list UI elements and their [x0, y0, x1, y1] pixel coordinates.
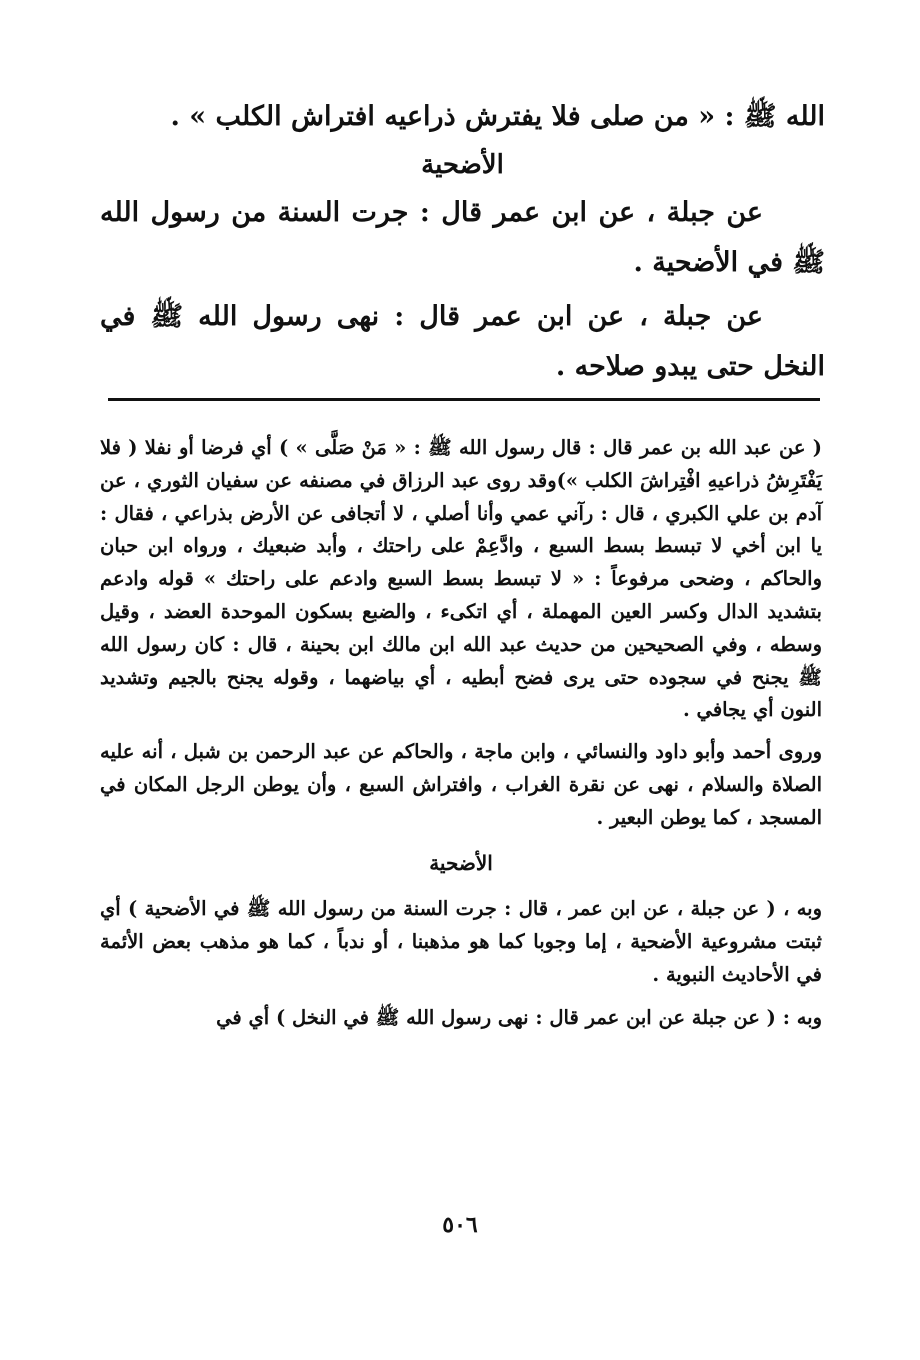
commentary-paragraph-3: وبه ، ( عن جبلة ، عن ابن عمر ، قال : جرت السنة من رسول الله ﷺ في الأضحية ) أي ثبتت مشروعية الأضحية ، إما وجوبا كما هو مذهبنا ، أو ندباً ، كما هو مذهب بعض الأئمة في الأحاديث النبوية . [100, 897, 822, 986]
hadith-sacrifice: عن جبلة ، عن ابن عمر قال : جرت السنة من رسول الله ﷺ في الأضحية . [100, 197, 825, 278]
page-number: ٥٠٦ [442, 1212, 478, 1238]
main-text-line-top: الله ﷺ : « من صلى فلا يفترش ذراعيه افتراش الكلب » . [170, 101, 825, 132]
commentary-paragraph-2: وروى أحمد وأبو داود والنسائي ، وابن ماجة ، والحاكم عن عبد الرحمن بن شبل ، أنه عليه الصلاة والسلام ، نهى عن نقرة الغراب ، وافتراش السبع ، وأن يوطن الرجل المكان في المسجد ، كما يوطن البعير . [100, 740, 822, 829]
main-text [100, 92, 825, 392]
commentary-text [100, 432, 822, 1044]
commentary-paragraph-1: ( عن عبد الله بن عمر قال : قال رسول الله ﷺ : « مَنْ صَلَّى » ) أي فرضا أو نفلا ( فلا يَفْتَرِشُ ذراعيهِ افْتِراشَ الكلب »)وقد روى عبد الرزاق في مصنفه عن سفيان الثوري ، عن آدم بن علي الكبري ، قال : رآني عمي وأنا أصلي ، لا أتجافى عن الأرض بذراعي ، فقال : يا ابن أخي لا تبسط بسط السبع ، وادَّعِمْ على راحتك ، وأبد ضبعيك ، ورواه ابن حبان والحاكم ، وضحى مرفوعاً : « لا تبسط بسط السبع وادعم على راحتك » قوله وادعم بتشديد الدال وكسر العين المهملة ، أي اتكىء ، والضبع بسكون الموحدة العضد ، وقيل وسطه ، وفي الصحيحين من حديث عبد الله ابن مالك ابن بحينة ، قال : كان رسول الله ﷺ يجنح في سجوده حتى يرى فضح أبطيه ، أي بياضهما ، وقوله يجنح بالجيم وتشديد النون أي يجافي . [100, 436, 822, 722]
commentary-paragraph-4: وبه : ( عن جبلة عن ابن عمر قال : نهى رسول الله ﷺ في النخل ) أي في [216, 1005, 822, 1029]
commentary-heading: الأضحية [429, 850, 493, 875]
footnote-divider [108, 398, 820, 401]
main-heading: الأضحية [421, 150, 504, 180]
hadith-palm-trees: عن جبلة ، عن ابن عمر قال : نهى رسول الله ﷺ في النخل حتى يبدو صلاحه . [100, 301, 825, 382]
